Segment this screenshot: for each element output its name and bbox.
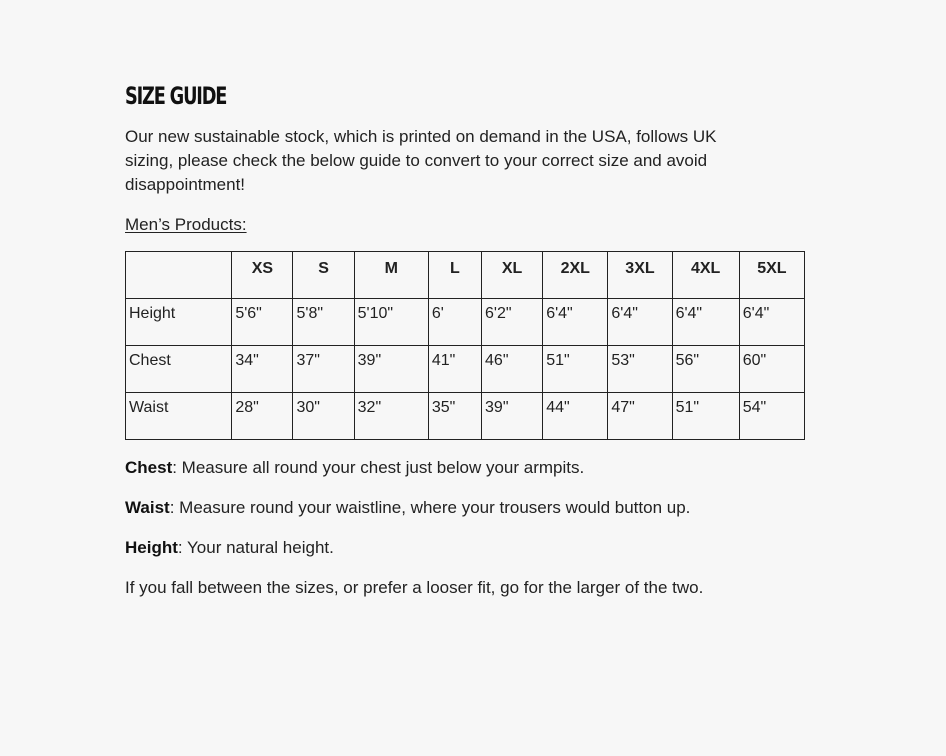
height-label: Height xyxy=(125,538,178,557)
table-header-cell: L xyxy=(428,252,481,299)
table-header-cell: M xyxy=(354,252,428,299)
table-cell: 6'4" xyxy=(739,299,804,346)
table-cell: 28" xyxy=(232,393,293,440)
table-cell: 34" xyxy=(232,346,293,393)
table-cell: 46" xyxy=(482,346,543,393)
table-row xyxy=(126,346,805,393)
table-header-cell: XL xyxy=(482,252,543,299)
table-cell: Waist xyxy=(126,393,232,440)
table-header-cell: XS xyxy=(232,252,293,299)
table-header-cell: 4XL xyxy=(672,252,739,299)
table-cell: 5'6" xyxy=(232,299,293,346)
table-cell: 60" xyxy=(739,346,804,393)
table-cell: 39" xyxy=(354,346,428,393)
table-cell: 51" xyxy=(543,346,608,393)
table-row xyxy=(126,299,805,346)
mens-products-link[interactable]: Men’s Products: xyxy=(125,215,247,234)
table-row xyxy=(126,393,805,440)
table-cell: 37" xyxy=(293,346,354,393)
chest-text: : Measure all round your chest just below your armpits. xyxy=(172,458,585,477)
table-cell: 5'8" xyxy=(293,299,354,346)
table-cell: Chest xyxy=(126,346,232,393)
table-cell: 5'10" xyxy=(354,299,428,346)
table-header-row xyxy=(126,252,805,299)
table-cell: 44" xyxy=(543,393,608,440)
table-cell: 6'4" xyxy=(672,299,739,346)
table-header-cell: 2XL xyxy=(543,252,608,299)
waist-note xyxy=(125,496,825,520)
table-cell: 47" xyxy=(608,393,672,440)
table-cell: 53" xyxy=(608,346,672,393)
table-header-cell: 5XL xyxy=(739,252,804,299)
table-cell: 6' xyxy=(428,299,481,346)
size-guide-content xyxy=(125,80,825,600)
table-header-cell: S xyxy=(293,252,354,299)
table-cell: 6'2" xyxy=(482,299,543,346)
table-cell: Height xyxy=(126,299,232,346)
page-title: SIZE GUIDE xyxy=(125,82,227,110)
intro-text: Our new sustainable stock, which is printed on demand in the USA, follows UK sizing, please check the below guide to convert to your correct size and avoid disappointment! xyxy=(125,127,717,194)
chest-label: Chest xyxy=(125,458,173,477)
table-cell: 54" xyxy=(739,393,804,440)
table-cell: 6'4" xyxy=(608,299,672,346)
table-cell: 56" xyxy=(672,346,739,393)
table-header-cell xyxy=(126,252,232,299)
waist-label: Waist xyxy=(125,498,170,517)
table-cell: 6'4" xyxy=(543,299,608,346)
fit-note: If you fall between the sizes, or prefer a looser fit, go for the larger of the two. xyxy=(125,578,704,597)
height-note xyxy=(125,536,825,560)
height-text: : Your natural height. xyxy=(177,538,334,557)
table-cell: 41" xyxy=(428,346,481,393)
table-cell: 32" xyxy=(354,393,428,440)
table-cell: 51" xyxy=(672,393,739,440)
size-table xyxy=(125,251,805,440)
measurement-notes xyxy=(125,456,825,600)
table-cell: 35" xyxy=(428,393,481,440)
waist-text: : Measure round your waistline, where your trousers would button up. xyxy=(169,498,691,517)
chest-note xyxy=(125,456,825,480)
table-cell: 39" xyxy=(482,393,543,440)
table-header-cell: 3XL xyxy=(608,252,672,299)
table-cell: 30" xyxy=(293,393,354,440)
